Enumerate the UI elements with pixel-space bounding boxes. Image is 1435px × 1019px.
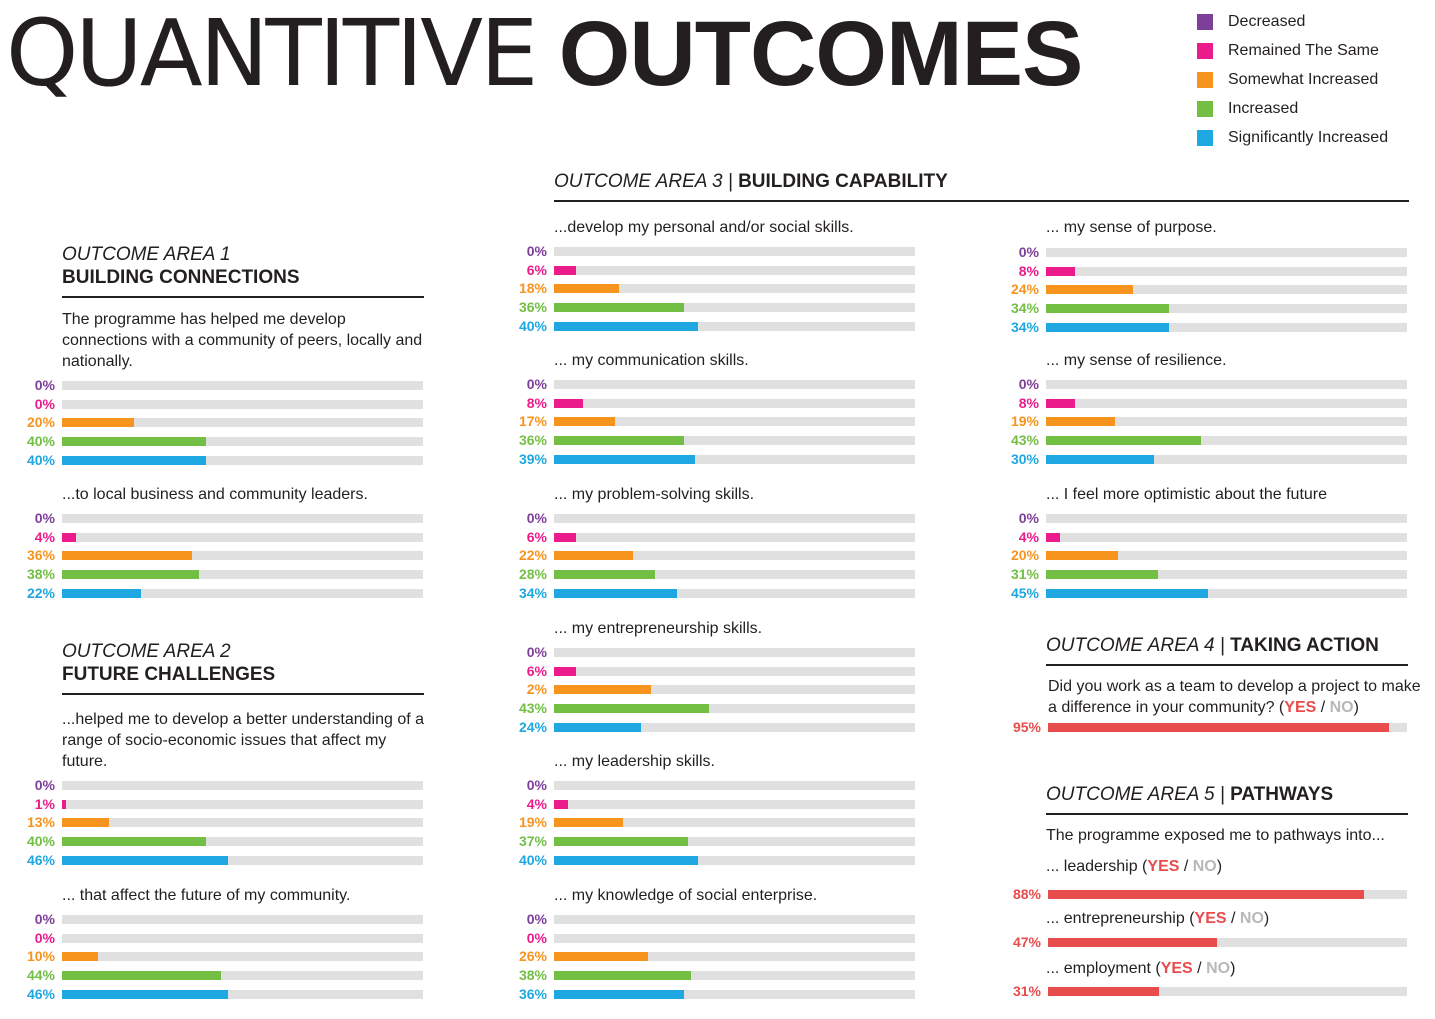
bar-value-label: 0% [34,777,55,793]
bar-fill [554,589,677,598]
bar-fill [62,589,141,598]
bar-track [62,856,423,865]
bar-value-label: 19% [518,814,547,831]
bar-track [62,781,423,790]
area2-label-text: OUTCOME AREA 2 [62,641,231,662]
bar-value-label: 6% [526,261,547,278]
bar-track [1048,938,1407,947]
bar-track [62,952,423,961]
bar-fill [1048,987,1159,996]
bar-value-label: 0% [34,911,55,927]
bar-value-label: 40% [518,851,547,868]
question-text: ... my sense of resilience. [1046,352,1227,369]
bar-fill [554,800,568,809]
bar-value-label: 13% [26,814,55,831]
bar-fill [554,266,576,275]
bar-track [554,514,915,523]
bar-fill [1046,285,1133,294]
bar-fill [1046,589,1208,598]
area4-question [1048,676,1433,718]
bar-fill [554,284,619,293]
bar-fill [1046,570,1158,579]
bar-fill [554,837,688,846]
area4-rule [1046,664,1408,666]
bar-value-label: 1% [34,795,55,812]
bar-track [62,437,423,446]
question-text: ... I feel more optimistic about the future [1046,486,1328,503]
bar-track [1046,589,1407,598]
bar-value-label: 19% [1010,413,1039,430]
page-title [6,0,1083,107]
bar-track [62,800,423,809]
bar-value-label: 22% [518,547,547,564]
separator: / [1226,910,1240,927]
bar-track [62,971,423,980]
bar-value-label: 2% [526,681,547,698]
bar-track [554,667,915,676]
bar-track [554,685,915,694]
bar-track [62,533,423,542]
bar-track [1046,514,1407,523]
area2-label [62,641,231,663]
area4-question-text: Did you work as a team to develop a project to make a difference in your community? ( [1048,678,1421,716]
pathway-prefix: ... entrepreneurship ( [1046,910,1195,927]
bar-value-label: 39% [518,450,547,467]
bar-track [554,322,915,331]
area2-name-text: FUTURE CHALLENGES [62,664,276,685]
bar-value-label: 40% [26,833,55,850]
bar-fill [62,437,206,446]
bar-track [554,533,915,542]
bar-value-label: 36% [518,985,547,1002]
legend-swatch-same [1197,43,1213,59]
bar-track [554,856,915,865]
question-text: ... my knowledge of social enterprise. [554,887,818,904]
legend-label: Somewhat Increased [1228,71,1379,88]
bar-value-label: 6% [526,662,547,679]
pathway-question [1046,958,1235,979]
bar-value-label: 0% [34,377,55,393]
area2-name [62,664,275,686]
bar-value-label: 18% [518,280,547,297]
bar-value-label: 0% [526,777,547,793]
bar-fill [554,399,583,408]
bar-track [62,551,423,560]
bar-value-label: 0% [34,510,55,526]
bar-value-label: 36% [518,299,547,316]
bar-value-label: 0% [526,911,547,927]
bar-fill [554,856,698,865]
bar-track [1046,248,1407,257]
bar-value-label: 28% [518,566,547,583]
bar-fill [62,856,228,865]
bar-fill [554,322,698,331]
bar-value-label: 36% [26,547,55,564]
bar-value-label: 40% [26,451,55,468]
bar-track [62,915,423,924]
legend-label: Remained The Same [1228,42,1379,59]
bar-track [62,990,423,999]
bar-fill [554,704,709,713]
bar-track [1048,890,1407,899]
bar-value-label: 46% [26,985,55,1002]
bar-track [62,818,423,827]
separator: / [1179,858,1193,875]
bar-value-label: 26% [518,948,547,965]
bar-track [554,781,915,790]
area5-rule [1046,813,1408,815]
bar-fill [1046,551,1118,560]
bar-track [554,704,915,713]
area4-label-text: OUTCOME AREA 4 | [1046,635,1225,656]
bar-value-label: 34% [1010,300,1039,317]
bar-track [554,723,915,732]
bar-value-label: 0% [526,243,547,259]
bar-track [1046,570,1407,579]
close-paren: ) [1353,699,1359,716]
bar-value-label: 37% [518,833,547,850]
legend-label: Increased [1228,100,1299,117]
bar-track [554,284,915,293]
bar-fill [62,837,206,846]
bar-track [554,990,915,999]
bar-track [554,818,915,827]
legend-swatch-decreased [1197,14,1213,30]
bar-value-label: 6% [526,528,547,545]
bar-value-label: 0% [526,510,547,526]
bar-value-label: 38% [26,566,55,583]
area5-header [1046,784,1333,806]
bar-value-label: 0% [526,644,547,660]
bar-track [554,934,915,943]
bar-track [62,381,423,390]
bar-fill [1046,533,1060,542]
bar-value-label: 43% [1010,432,1039,449]
bar-track [62,456,423,465]
page-title-light: QUANTITIVE [6,0,536,107]
page-title-bold: OUTCOMES [558,3,1083,105]
bar-track [554,915,915,924]
area2-rule [62,693,424,695]
area1-label [62,244,231,266]
bar-value-label: 22% [26,584,55,601]
bar-track [62,837,423,846]
bar-track [62,418,423,427]
bar-value-label: 4% [1018,528,1039,545]
bar-value-label: 34% [518,584,547,601]
bar-track [1048,723,1407,732]
bar-fill [554,685,651,694]
area3-header [554,171,948,193]
bar-value-label: 17% [518,413,547,430]
bar-fill [554,551,633,560]
question-text: ...develop my personal and/or social skills. [554,219,854,236]
bar-fill [554,952,648,961]
bar-track [1046,285,1407,294]
area5-intro: The programme exposed me to pathways into... [1046,827,1385,844]
bar-track [554,837,915,846]
bar-fill [1046,267,1075,276]
area5-name-text: PATHWAYS [1230,784,1334,805]
bar-value-label: 46% [26,851,55,868]
bar-fill [62,456,206,465]
bar-fill [62,418,134,427]
area3-label-text: OUTCOME AREA 3 | [554,171,733,192]
pathway-question [1046,856,1222,877]
bar-track [554,380,915,389]
bar-fill [554,570,655,579]
bar-value-label: 44% [26,967,55,984]
bar-fill [554,723,641,732]
bar-value-label: 38% [518,967,547,984]
bar-track [554,589,915,598]
question-text: ... that affect the future of my community. [62,887,351,904]
no-label: NO [1239,910,1264,927]
bar-fill [554,971,691,980]
legend-label: Significantly Increased [1228,129,1389,146]
bar-fill [62,551,192,560]
bar-track [554,648,915,657]
legend-swatch-significantly [1197,130,1213,146]
question-text: The programme has helped me develop connections with a community of peers, locally and nationally. [62,311,423,370]
area4-name-text: TAKING ACTION [1230,635,1379,656]
bar-value-label: 0% [1018,244,1039,260]
bar-value-label: 0% [1018,376,1039,392]
bar-track [554,247,915,256]
bar-track [1046,267,1407,276]
bar-value-label: 0% [1018,510,1039,526]
bar-value-label: 8% [1018,394,1039,411]
bar-track [1046,399,1407,408]
bar-fill [1048,938,1217,947]
bar-fill [1046,436,1201,445]
bar-track [1046,417,1407,426]
bar-value-label: 24% [1010,281,1039,298]
bar-value-label: 40% [26,433,55,450]
no-label: NO [1329,699,1354,716]
no-label: NO [1206,960,1231,977]
bar-track [554,952,915,961]
bar-fill [62,800,66,809]
bar-fill [1048,723,1389,732]
bar-track [1046,323,1407,332]
bar-value-label: 4% [34,528,55,545]
bar-fill [1046,455,1154,464]
bar-fill [554,533,576,542]
bar-fill [1046,304,1169,313]
area1-name [62,267,300,289]
bar-value-label: 95% [1012,719,1041,735]
bar-track [554,455,915,464]
bar-track [554,399,915,408]
bar-fill [554,455,695,464]
bar-track [1046,304,1407,313]
bar-value-label: 24% [518,718,547,735]
bar-fill [554,990,684,999]
area5-label-text: OUTCOME AREA 5 | [1046,784,1225,805]
bar-value-label: 45% [1010,584,1039,601]
yes-label: YES [1194,910,1227,927]
bar-value-label: 43% [518,700,547,717]
yes-label: YES [1160,960,1193,977]
bar-value-label: 31% [1012,983,1041,999]
bar-value-label: 31% [1010,566,1039,583]
pathway-prefix: ... leadership ( [1046,858,1148,875]
question-text: ... my entrepreneurship skills. [554,620,763,637]
bar-track [1048,987,1407,996]
close-paren: ) [1216,858,1223,875]
no-label: NO [1192,858,1217,875]
bar-value-label: 0% [34,395,55,412]
close-paren: ) [1263,910,1270,927]
bar-fill [1046,417,1115,426]
bar-value-label: 34% [1010,318,1039,335]
bar-fill [1046,323,1169,332]
bar-fill [554,818,623,827]
legend-swatch-somewhat [1197,72,1213,88]
area3-name-text: BUILDING CAPABILITY [738,171,948,192]
question-text: ...helped me to develop a better understanding of a range of socio-economic issues that affect my future. [62,711,425,770]
bar-fill [1046,399,1075,408]
bar-value-label: 36% [518,432,547,449]
pathway-prefix: ... employment ( [1046,960,1161,977]
bar-fill [62,570,199,579]
bar-fill [1048,890,1364,899]
bar-track [554,266,915,275]
question-text: ... my problem-solving skills. [554,486,755,503]
bar-value-label: 0% [34,929,55,946]
legend-swatch-increased [1197,101,1213,117]
bar-value-label: 40% [518,317,547,334]
bar-track [1046,455,1407,464]
bar-fill [554,436,684,445]
bar-value-label: 8% [1018,262,1039,279]
bar-value-label: 47% [1012,934,1041,950]
area1-label-text: OUTCOME AREA 1 [62,244,231,265]
question-text: ... my communication skills. [554,352,749,369]
bar-track [1046,436,1407,445]
close-paren: ) [1230,960,1236,977]
bar-track [554,436,915,445]
area3-rule [554,200,1409,202]
bar-track [1046,551,1407,560]
bar-value-label: 4% [526,795,547,812]
bar-fill [554,303,684,312]
bar-track [62,589,423,598]
separator: / [1316,699,1330,716]
bar-track [554,551,915,560]
yes-label: YES [1147,858,1180,875]
bar-fill [62,952,98,961]
legend-label: Decreased [1228,13,1306,30]
bar-fill [62,971,221,980]
bar-fill [554,417,615,426]
bar-value-label: 20% [1010,547,1039,564]
bar-fill [62,533,76,542]
bar-track [554,303,915,312]
bar-track [62,400,423,409]
bar-track [62,934,423,943]
bar-track [554,800,915,809]
bar-track [62,570,423,579]
bar-value-label: 88% [1012,886,1041,902]
bar-track [554,570,915,579]
bar-track [62,514,423,523]
separator: / [1192,960,1207,977]
bar-track [554,417,915,426]
question-text: ... my sense of purpose. [1046,219,1217,236]
bar-value-label: 20% [26,414,55,431]
bar-value-label: 10% [26,948,55,965]
question-text: ...to local business and community leaders. [62,486,368,503]
area1-rule [62,296,424,298]
area4-header [1046,635,1379,657]
bar-value-label: 30% [1010,450,1039,467]
bar-value-label: 8% [526,394,547,411]
bar-value-label: 0% [526,929,547,946]
bar-fill [62,990,228,999]
bar-track [1046,533,1407,542]
bar-value-label: 0% [526,376,547,392]
yes-label: YES [1284,699,1317,716]
bar-track [1046,380,1407,389]
pathway-question [1046,908,1269,929]
area1-name-text: BUILDING CONNECTIONS [62,267,300,288]
question-text: ... my leadership skills. [554,753,715,770]
bar-track [554,971,915,980]
bar-fill [554,667,576,676]
bar-fill [62,818,109,827]
